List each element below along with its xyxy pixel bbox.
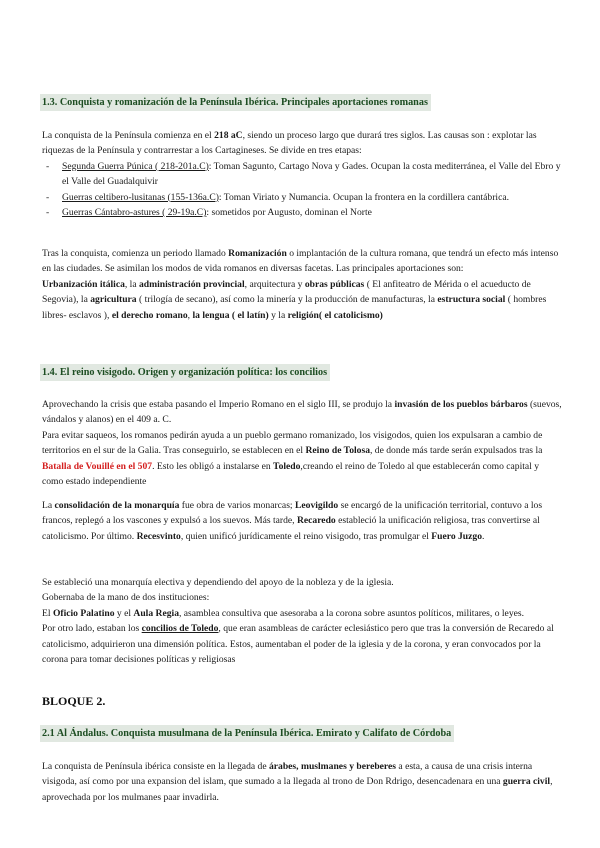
section-heading-2-1 — [42, 725, 562, 742]
list-item: - Segunda Guerra Púnica ( 218-201a.C): Toman Sagunto, Cartago Nova y Gades. Ocupan la costa mediterránea, el Valle del Ebro y el Valle del Guadalquivir — [62, 159, 562, 190]
section-heading-1-4 — [42, 364, 562, 381]
paragraph: Aprovechando la crisis que estaba pasando el Imperio Romano en el siglo III, se produjo la invasión de los pueblos bárbaros (suevos, vándalos y alanos) en el 409 a. C. Para evitar saqueos, los romanos pedirán ayuda a un pueblo germano romanizado, los visigodos, quien los expulsaran a cambio de territorios en el sur de la Galia. Tras conseguirlo, se establecen en el Reino de Tolosa, de donde más tarde serán expulsados tras la Batalla de Vouillé en el 507. Esto les obligó a instalarse en Toledo,creando el reino de Toledo al que establecerán como capital y como estado independiente — [42, 399, 562, 488]
paragraph: La conquista de la Península comienza en el 218 aC, siendo un proceso largo que durará tres siglos. Las causas son : explotar las riquezas de la Península y contrarrestar a los Cartagineses. Se divide en tres etapas: - Segunda Guerra Púnica ( 218-201a.C): Toman Sagunto, Cartago Nova y Gades. Ocupan la costa mediterránea, el Valle del Ebro y el Valle del Guadalquivir - Guerras celtibero-lusitanas (155-136a.C): Toman Viriato y Numancia. Ocupan la frontera en la cordillera cantábrica. - Guerras Cántabro-astures ( 29-19a.C): sometidos por Augusto, dominan el Norte — [42, 128, 562, 220]
section-title: 1.4. El reino visigodo. Origen y organización política: los concilios — [40, 364, 330, 381]
paragraph: La consolidación de la monarquía fue obra de varios monarcas; Leovigildo se encargó de la unificación territorial, contuvo a los francos, replegó a los vascones y expulsó a los suevos. Más tarde, Recaredo estableció la unificación religiosa, tras convertirse al catolicismo. Por último. Recesvinto, quien unificó jurídicamente el reino visigodo, tras promulgar el Fuero Juzgo. — [42, 500, 543, 542]
list-item: - Guerras Cántabro-astures ( 29-19a.C): sometidos por Augusto, dominan el Norte — [62, 205, 562, 220]
block-title: BLOQUE 2. — [42, 694, 106, 708]
stages-list — [42, 159, 562, 221]
section-title: 1.3. Conquista y romanización de la Península Ibérica. Principales aportaciones romanas — [40, 94, 431, 111]
paragraph: Tras la conquista, comienza un periodo llamado Romanización o implantación de la cultura romana, que tendrá un efecto más intenso en las ciudades. Se asimilan los modos de vida romanos en diversas facetas. Las principales aportaciones son: Urbanización itálica, la administración provincial, arquitectura y obras públicas ( El anfiteatro de Mérida o el acueducto de Segovia), la agricultura ( trilogía de secano), así como la minería y la producción de manufacturas, la estructura social ( hombres libres- esclavos ), el derecho romano, la lengua ( el latín) y la religión( el catolicismo) — [42, 248, 559, 321]
section-title: 2.1 Al Ándalus. Conquista musulmana de la Península Ibérica. Emirato y Califato de Córdoba — [40, 725, 454, 742]
list-item: - Guerras celtibero-lusitanas (155-136a.C): Toman Viriato y Numancia. Ocupan la frontera en la cordillera cantábrica. — [62, 190, 562, 205]
section-heading-1-3 — [42, 94, 562, 111]
paragraph: Se estableció una monarquía electiva y dependiendo del apoyo de la nobleza y de la iglesia. Gobernaba de la mano de dos instituciones: El Oficio Palatino y el Aula Regia, asamblea consultiva que asesoraba a la corona sobre asuntos políticos, militares, o leyes. Por otro lado, estaban los concilios de Toledo, que eran asambleas de carácter eclesiástico pero que tras la conversión de Recaredo al catolicismo, adquirieron una dimensión política. Estos, aumentaban el poder de la iglesia y de la corona, y eran convocados por la corona para tomar decisiones políticas y religiosas — [42, 577, 554, 666]
paragraph: La conquista de Península ibérica consiste en la llegada de árabes, muslmanes y bereberes a esta, a causa de una crisis interna visigoda, así como por una expansion del islam, que sumado a la llegada al trono de Don Rdrigo, desencadenara en una guerra civil, aprovechada por los mulmanes paar invadirla. — [42, 761, 553, 803]
